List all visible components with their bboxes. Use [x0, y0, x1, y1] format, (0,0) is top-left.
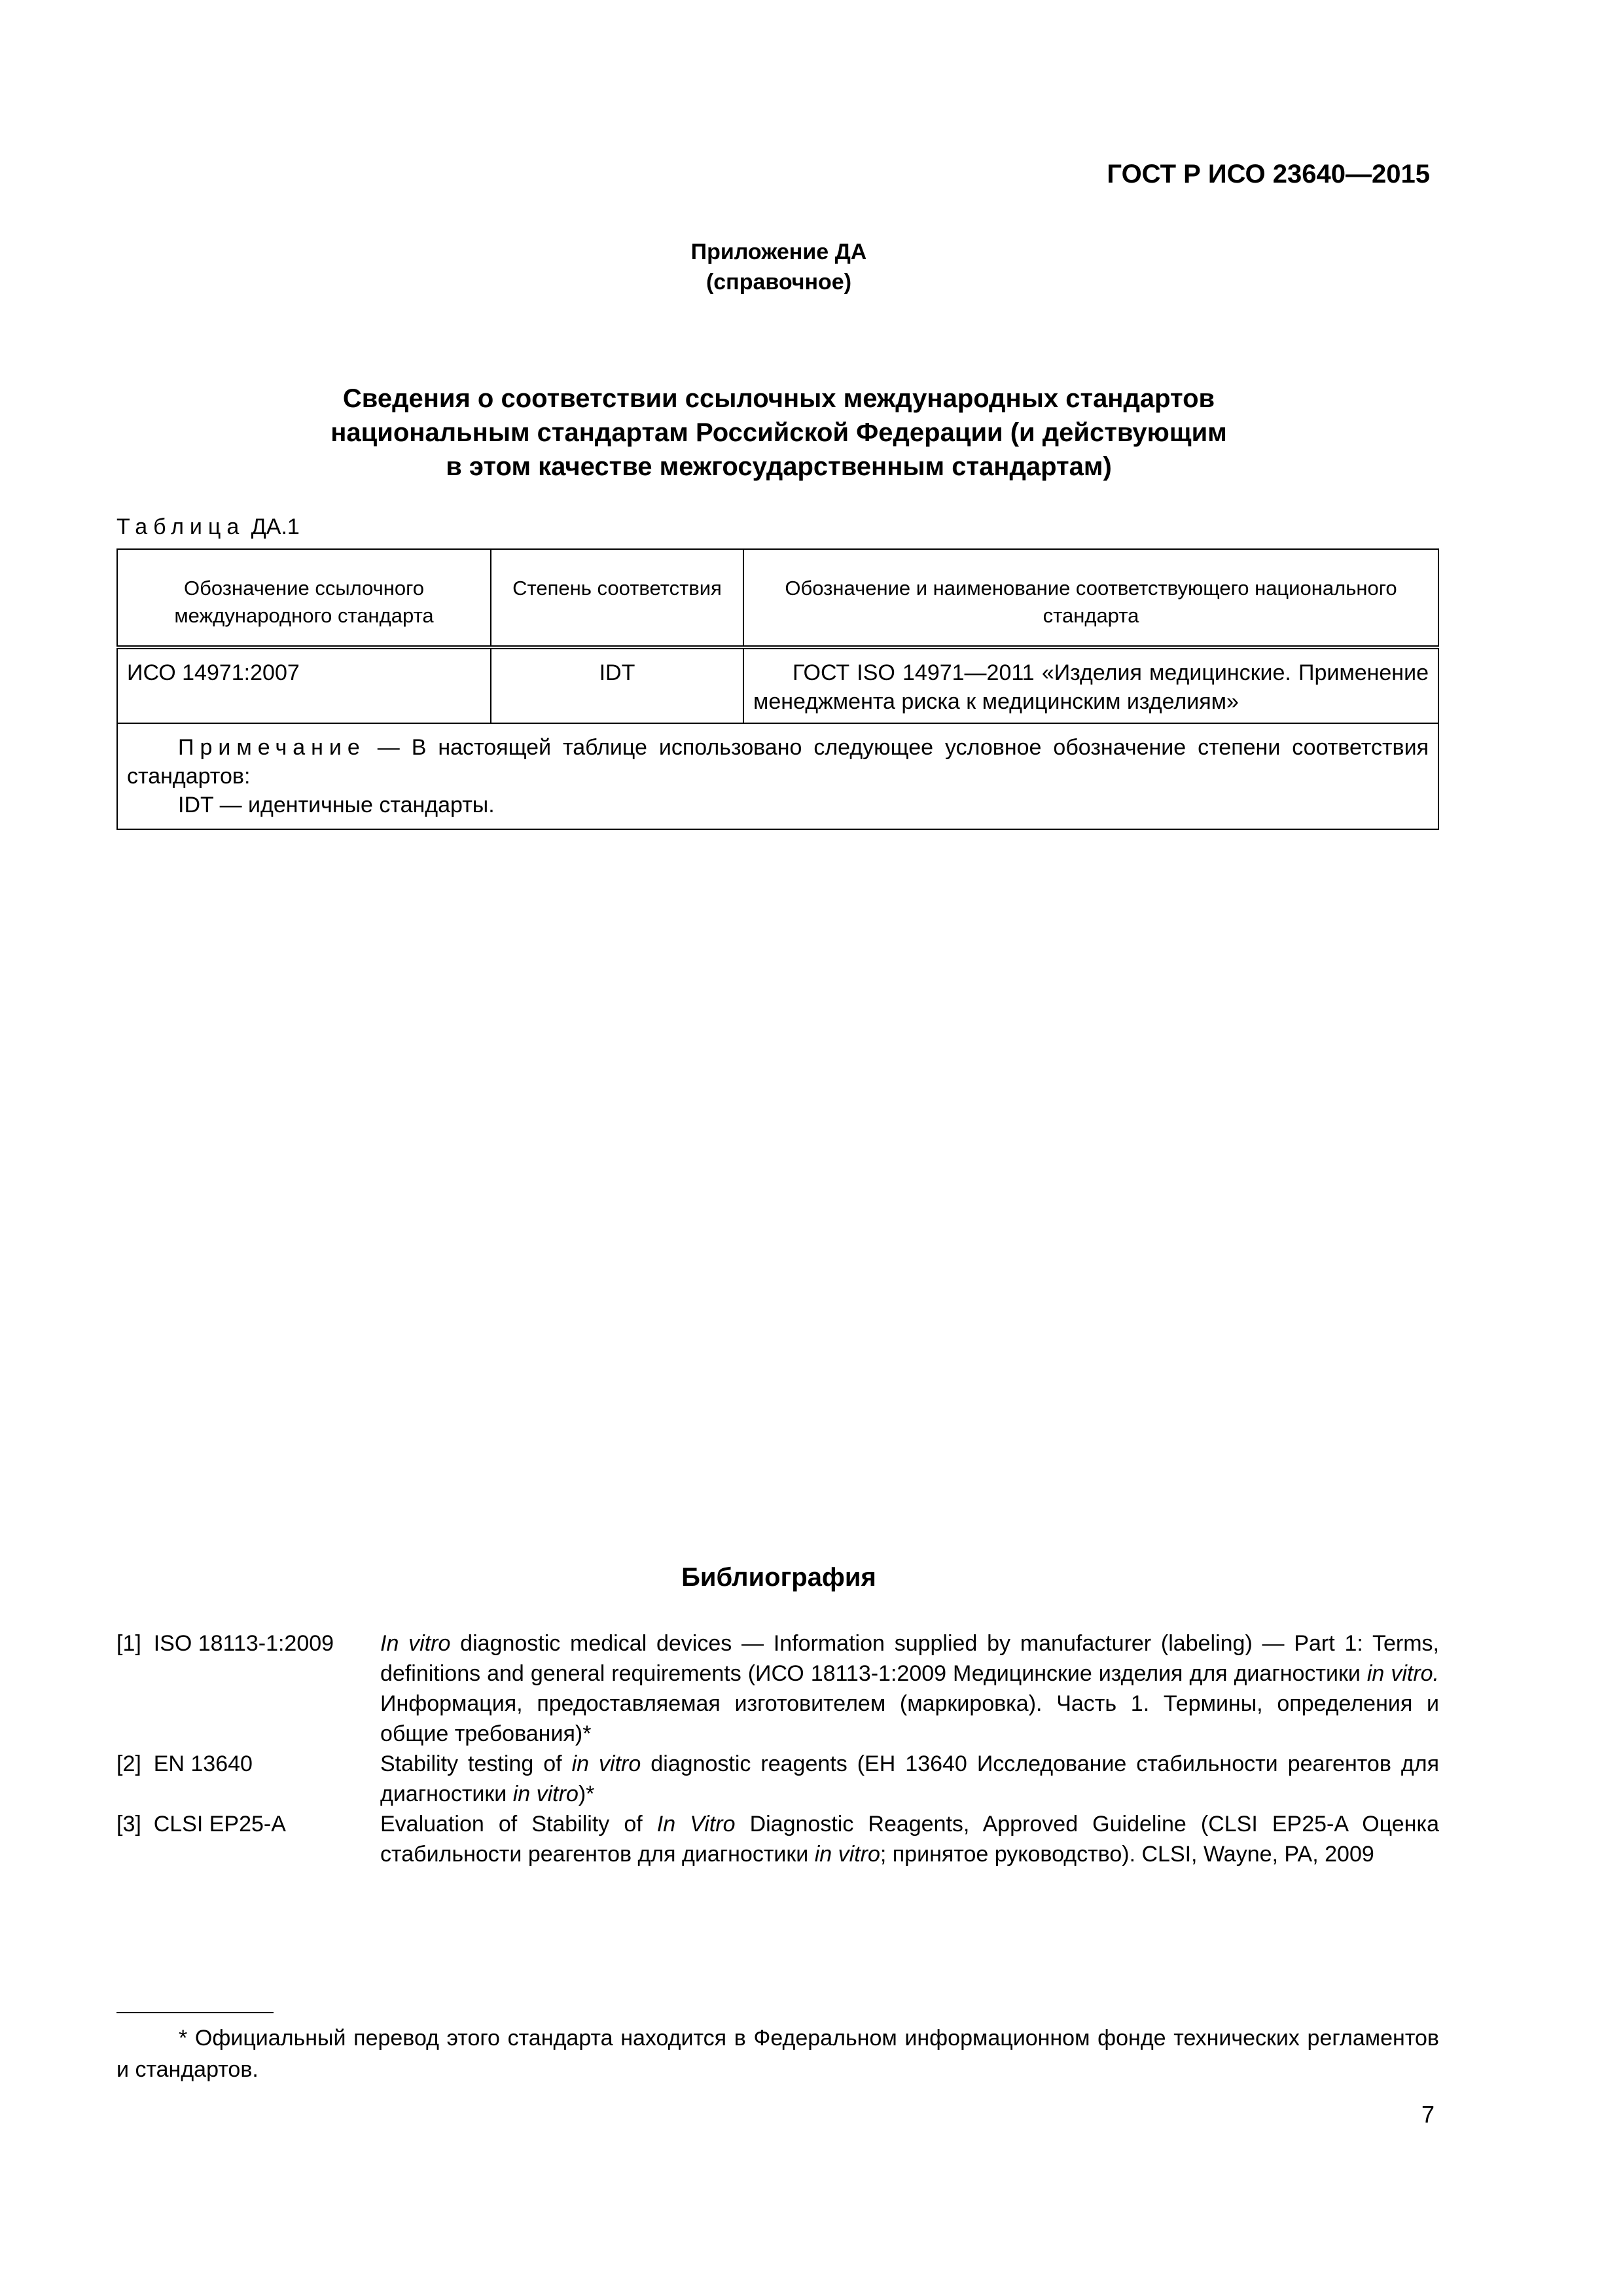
bib-item-2-ref — [116, 1749, 253, 1779]
note-line: IDT — идентичные стандарты. — [178, 793, 495, 817]
bib-text: diagnostic reagents (ЕН 13640 Исследование стабильности реагентов для диагностики — [380, 1751, 1439, 1806]
page-number: 7 — [1421, 2101, 1435, 2128]
annex-title: Приложение ДА — [690, 240, 867, 264]
bib-italic: in vitro — [512, 1782, 579, 1806]
bib-text: Stability testing of — [380, 1751, 572, 1776]
section-title — [0, 382, 1558, 484]
table-note-row — [117, 723, 1438, 829]
bibliography-title: Библиография — [681, 1563, 876, 1592]
correspondence-table — [116, 548, 1439, 830]
table-note — [117, 723, 1438, 829]
bib-item-1-ref — [116, 1628, 334, 1659]
bib-item-1-text — [380, 1628, 1439, 1749]
bib-text: Diagnostic Reagents, Approved Guideline (CLSI EP25-A Оценка стабильности реагентов для диагностики — [380, 1812, 1439, 1867]
header-intl-standard: Обозначение ссылочного международного стандарта — [117, 549, 491, 647]
header-degree: Степень соответствия — [491, 549, 743, 647]
footnote: * Официальный перевод этого стандарта находится в Федеральном информационном фонде технических регламентов и стандартов. — [116, 2026, 1439, 2082]
annex-heading — [0, 237, 1558, 297]
bib-italic: in vitro — [814, 1842, 880, 1867]
note-paragraph — [127, 733, 1429, 791]
bib-text: ; принятое руководство). CLSI, Wayne, PA, 2009 — [880, 1842, 1374, 1867]
table-label-number: ДА.1 — [251, 514, 300, 539]
section-title-line: в этом качестве межгосударственным стандартам) — [446, 452, 1112, 481]
section-title-line: национальным стандартам Российской Федерации (и действующим — [330, 418, 1227, 447]
section-title-line: Сведения о соответствии ссылочных международных стандартов — [342, 384, 1215, 413]
annex-subtitle: (справочное) — [705, 270, 852, 295]
cell-degree: IDT — [491, 647, 743, 723]
note-text: — В настоящей таблице использовано следующее условное обозначение степени соответствия стандартов: — [127, 735, 1429, 789]
bib-italic: In vitro — [380, 1631, 451, 1656]
table-header-row — [117, 549, 1438, 647]
bib-code: ISO 18113-1:2009 — [153, 1631, 334, 1656]
bib-italic: In Vitro — [656, 1812, 736, 1837]
cell-intl-standard: ИСО 14971:2007 — [117, 647, 491, 723]
bib-text: Информация, предоставляемая изготовителем (маркировка). Часть 1. Термины, определения и общие требования)* — [380, 1691, 1439, 1746]
table-label — [116, 514, 300, 540]
header-national-standard: Обозначение и наименование соответствующего национального стандарта — [743, 549, 1438, 647]
table-row — [117, 647, 1438, 723]
bib-num: [1] — [116, 1631, 141, 1656]
bib-code: CLSI EP25-A — [153, 1812, 286, 1837]
bib-item-3-text — [380, 1809, 1439, 1869]
bib-text: )* — [578, 1782, 595, 1806]
bib-item-2-text — [380, 1749, 1439, 1809]
footnote-divider — [116, 2012, 274, 2013]
bib-item-3-ref — [116, 1809, 286, 1839]
bib-code: EN 13640 — [153, 1751, 253, 1776]
bib-italic: in vitro — [571, 1751, 641, 1776]
bib-num: [2] — [116, 1751, 141, 1776]
bib-italic: in vitro. — [1366, 1661, 1439, 1686]
cell-national-standard: ГОСТ ISO 14971—2011 «Изделия медицинские. Применение менеджмента риска к медицинским изделиям» — [743, 647, 1438, 723]
bib-num: [3] — [116, 1812, 141, 1837]
bib-text: Evaluation of Stability of — [380, 1812, 657, 1837]
table-label-word: Таблица — [116, 514, 245, 539]
document-code: ГОСТ Р ИСО 23640—2015 — [1107, 160, 1430, 188]
bib-text: diagnostic medical devices — Information supplied by manufacturer (labeling) — Part 1: Terms, definitions and general requirements (ИСО 18113-1:2009 Медицинские изделия для диагностики — [380, 1631, 1439, 1686]
note-word: Примечание — [178, 735, 366, 760]
